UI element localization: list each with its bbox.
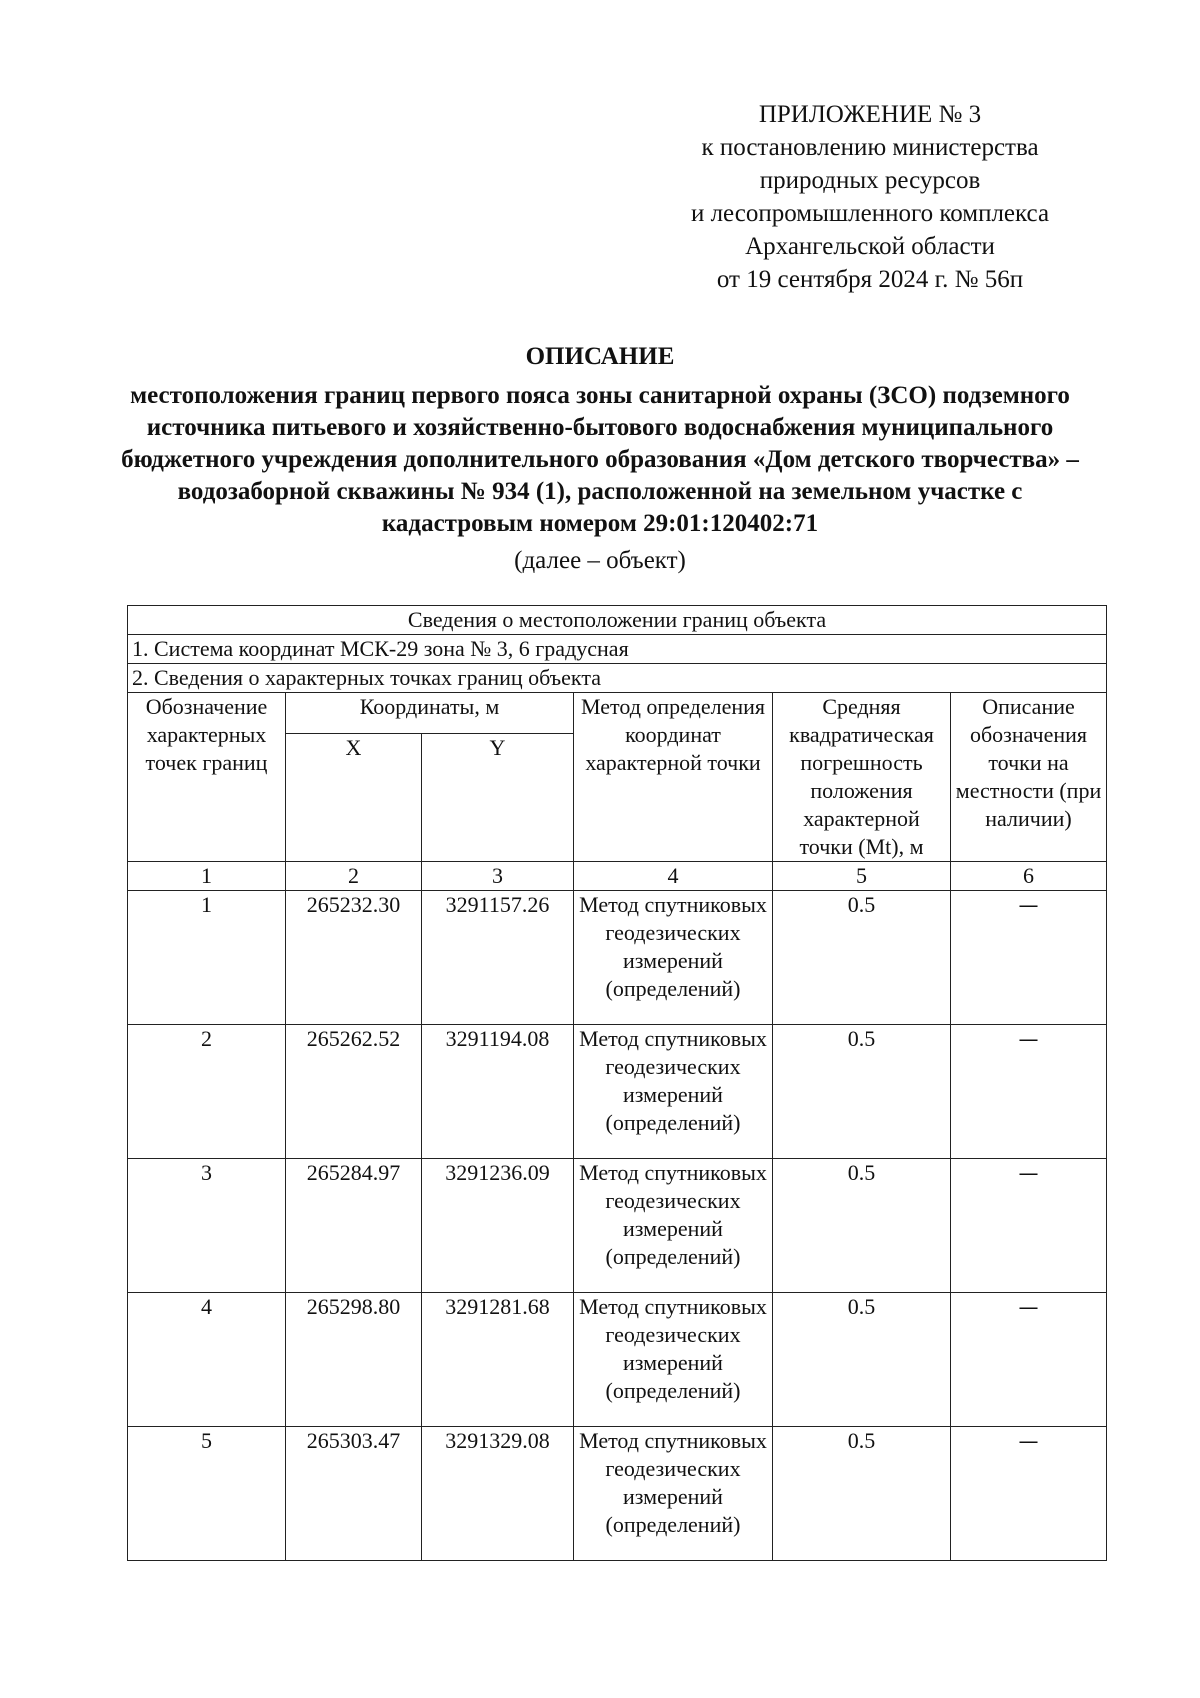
cell-x: 265303.47	[286, 1427, 422, 1561]
cell-point: 2	[128, 1025, 286, 1159]
cell-y: 3291236.09	[422, 1159, 574, 1293]
cell-method: Метод спутниковых геодезических измерений (определений)	[574, 891, 773, 1025]
document-title: ОПИСАНИЕ	[525, 343, 675, 370]
cell-description: —	[951, 1025, 1107, 1159]
cell-y: 3291329.08	[422, 1427, 574, 1561]
column-number: 4	[574, 862, 773, 891]
header-method: Метод определения координат характерной точки	[574, 693, 773, 862]
cell-description: —	[951, 891, 1107, 1025]
header-y: Y	[422, 734, 574, 862]
table-section-row	[128, 664, 1107, 693]
table-row	[128, 1025, 1107, 1159]
appendix-line: и лесопромышленного комплекса	[690, 200, 1050, 227]
table-header-row	[128, 693, 1107, 734]
column-number-row	[128, 862, 1107, 891]
header-point: Обозначение характерных точек границ	[128, 693, 286, 862]
cell-error: 0.5	[773, 1025, 951, 1159]
header-coords: Координаты, м	[286, 693, 574, 734]
cell-y: 3291157.26	[422, 891, 574, 1025]
cell-y: 3291281.68	[422, 1293, 574, 1427]
cell-x: 265232.30	[286, 891, 422, 1025]
title-block	[110, 342, 1090, 576]
appendix-header	[650, 98, 1090, 296]
coordinate-system: 1. Система координат МСК-29 зона № 3, 6 градусная	[128, 635, 1107, 664]
appendix-line: природных ресурсов	[759, 167, 981, 194]
cell-x: 265284.97	[286, 1159, 422, 1293]
appendix-line: от 19 сентября 2024 г. № 56п	[716, 266, 1024, 293]
column-number: 5	[773, 862, 951, 891]
column-number: 2	[286, 862, 422, 891]
cell-method: Метод спутниковых геодезических измерений (определений)	[574, 1025, 773, 1159]
table-row	[128, 1159, 1107, 1293]
points-section-title: 2. Сведения о характерных точках границ объекта	[128, 664, 1107, 693]
cell-method: Метод спутниковых геодезических измерений (определений)	[574, 1427, 773, 1561]
table-row	[128, 1293, 1107, 1427]
table-row	[128, 891, 1107, 1025]
cell-method: Метод спутниковых геодезических измерений (определений)	[574, 1293, 773, 1427]
header-x: X	[286, 734, 422, 862]
header-error: Средняя квадратическая погрешность положения характерной точки (Mt), м	[773, 693, 951, 862]
document-note: (далее – объект)	[514, 547, 686, 574]
column-number: 1	[128, 862, 286, 891]
table-section-row	[128, 635, 1107, 664]
cell-y: 3291194.08	[422, 1025, 574, 1159]
cell-point: 1	[128, 891, 286, 1025]
cell-x: 265262.52	[286, 1025, 422, 1159]
table-caption: Сведения о местоположении границ объекта	[128, 606, 1107, 635]
table-caption-row	[128, 606, 1107, 635]
appendix-line: Архангельской области	[745, 233, 995, 260]
appendix-line: ПРИЛОЖЕНИЕ № 3	[758, 101, 982, 128]
cell-description: —	[951, 1293, 1107, 1427]
cell-error: 0.5	[773, 1159, 951, 1293]
cell-x: 265298.80	[286, 1293, 422, 1427]
appendix-line: к постановлению министерства	[701, 134, 1039, 161]
cell-point: 3	[128, 1159, 286, 1293]
cell-point: 4	[128, 1293, 286, 1427]
cell-point: 5	[128, 1427, 286, 1561]
header-description: Описание обозначения точки на местности (при наличии)	[951, 693, 1107, 862]
document-subtitle: местоположения границ первого пояса зоны санитарной охраны (ЗСО) подземного источника питьевого и хозяйственно-бытового водоснабжения муниципального бюджетного учреждения дополнительного образования «Дом детского творчества» – водозаборной скважины № 934 (1), расположенной на земельном участке с кадастровым номером 29:01:120402:71	[121, 382, 1079, 537]
cell-description: —	[951, 1159, 1107, 1293]
cell-error: 0.5	[773, 1427, 951, 1561]
column-number: 6	[951, 862, 1107, 891]
cell-error: 0.5	[773, 1293, 951, 1427]
cell-method: Метод спутниковых геодезических измерений (определений)	[574, 1159, 773, 1293]
table-row	[128, 1427, 1107, 1561]
cell-error: 0.5	[773, 891, 951, 1025]
column-number: 3	[422, 862, 574, 891]
boundary-points-table	[127, 605, 1107, 1561]
cell-description: —	[951, 1427, 1107, 1561]
